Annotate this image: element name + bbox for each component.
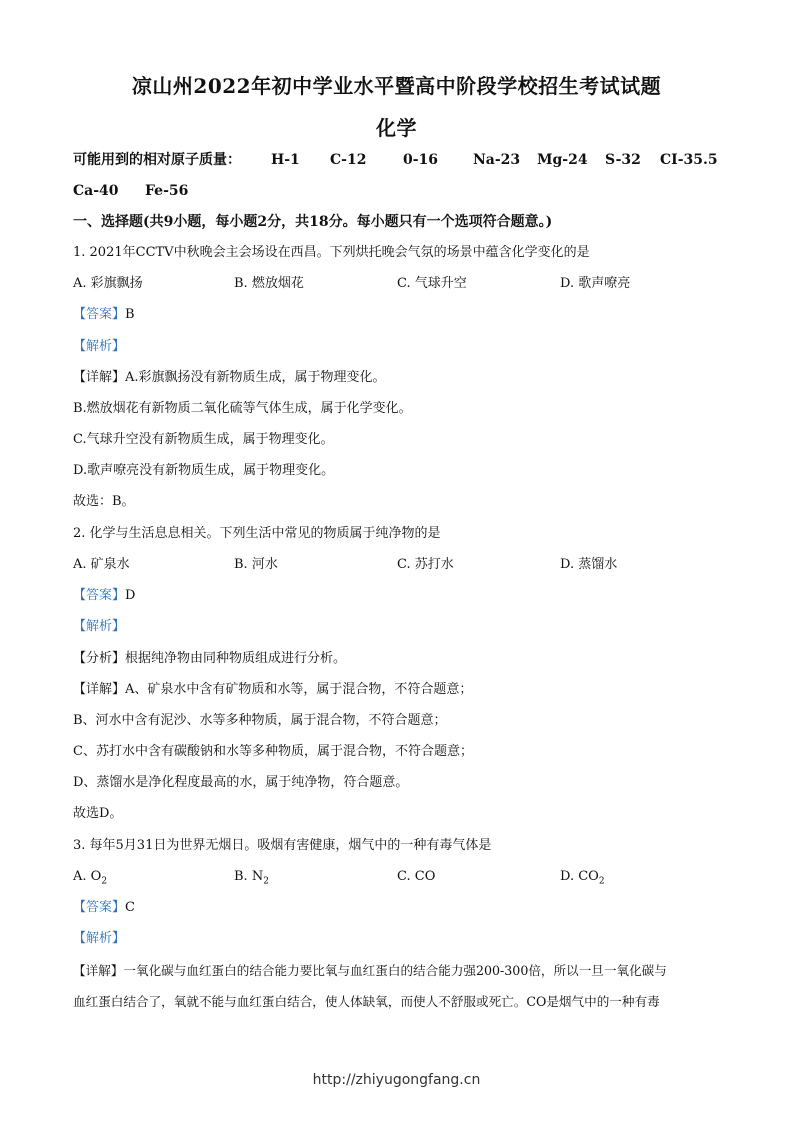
answer-tag: 【答案】 [73, 307, 126, 322]
atomic-masses-row-2 [73, 182, 723, 201]
exam-title: 凉山州2022年初中学业水平暨高中阶段学校招生考试试题 [131, 74, 662, 98]
q1-detail-text-1: A.彩旗飘扬没有新物质生成，属于物理变化。 [125, 370, 386, 385]
mass-mg: Mg-24 [537, 152, 588, 168]
detail-tag: 【详解】 [73, 370, 126, 385]
q2-fenxi-text: 根据纯净物由同种物质组成进行分析。 [125, 651, 347, 666]
q2-detail-3: C、苏打水中含有碳酸钠和水等多种物质，属于混合物，不符合题意； [73, 744, 473, 759]
q2-conclusion: 故选D。 [73, 806, 123, 821]
q1-detail-3: C.气球升空没有新物质生成，属于物理变化。 [73, 432, 334, 447]
section-heading: 一、选择题(共9小题，每小题2分，共18分。每小题只有一个选项符合题意。) [73, 214, 553, 230]
answer-tag: 【答案】 [73, 900, 126, 915]
mass-fe: Fe-56 [145, 183, 189, 199]
q3-detail-text-1: 一氧化碳与血红蛋白的结合能力要比氧与血红蛋白的结合能力强200-300倍，所以一旦一氧化碳与 [123, 963, 667, 978]
q3-option-a-sub: 2 [101, 876, 108, 887]
q3-detail-1 [73, 962, 723, 980]
subject-title: 化学 [376, 116, 417, 140]
q2-analysis [73, 618, 723, 636]
q3-stem: 3. 每年5月31日为世界无烟日。吸烟有害健康，烟气中的一种有毒气体是 [73, 838, 492, 853]
q1-analysis [73, 338, 723, 356]
q3-option-b-sub: 2 [263, 876, 269, 887]
q1-detail-1 [73, 369, 723, 387]
q1-option-b: B. 燃放烟花 [234, 276, 304, 291]
mass-s: S-32 [605, 152, 641, 168]
q2-detail-text-1: A、矿泉水中含有矿物质和水等，属于混合物，不符合题意； [125, 682, 473, 697]
detail-tag: 【详解】 [73, 963, 124, 978]
q2-fenxi [73, 650, 723, 668]
q2-option-c: C. 苏打水 [397, 557, 454, 572]
masses-label: 可能用到的相对原子质量： [73, 152, 241, 168]
q1-conclusion: 故选：B。 [73, 494, 135, 509]
q3-option-d-sub: 2 [598, 876, 605, 887]
mass-c: C-12 [330, 152, 367, 168]
q2-answer-value: D [125, 588, 136, 603]
q2-stem: 2. 化学与生活息息相关。下列生活中常见的物质属于纯净物的是 [73, 526, 441, 541]
q1-detail-4: D.歌声嘹亮没有新物质生成，属于物理变化。 [73, 463, 335, 478]
mass-ca: Ca-40 [73, 183, 119, 199]
q2-option-b: B. 河水 [234, 557, 278, 572]
q3-analysis [73, 930, 723, 948]
q3-answer [73, 899, 723, 917]
mass-na: Na-23 [473, 152, 521, 168]
q3-option-b [234, 868, 269, 891]
q3-answer-value: C [125, 900, 135, 915]
footer-url: http://zhiyugongfang.cn [312, 1072, 481, 1088]
answer-tag: 【答案】 [73, 588, 126, 603]
q3-option-b-text: B. N [234, 869, 264, 884]
q3-option-d-text: D. CO [560, 869, 599, 884]
q3-detail-2: 血红蛋白结合了，氧就不能与血红蛋白结合，使人体缺氧，而使人不舒服或死亡。CO是烟气中的一种有毒 [73, 994, 660, 1009]
q1-option-a: A. 彩旗飘扬 [73, 276, 143, 291]
q3-option-d [560, 868, 605, 891]
q1-option-c: C. 气球升空 [397, 276, 467, 291]
mass-cl: CI-35.5 [660, 152, 718, 168]
fenxi-tag: 【分析】 [73, 651, 126, 666]
q1-answer [73, 306, 723, 324]
analysis-tag: 【解析】 [73, 931, 126, 946]
mass-o: 0-16 [403, 152, 439, 168]
q2-answer [73, 587, 723, 605]
q1-option-d: D. 歌声嘹亮 [560, 276, 631, 291]
q1-detail-2: B.燃放烟花有新物质二氧化硫等气体生成，属于化学变化。 [73, 401, 412, 416]
q1-stem: 1. 2021年CCTV中秋晚会主会场设在西昌。下列烘托晚会气氛的场景中蕴含化学变化的是 [73, 245, 590, 260]
q2-detail-4: D、蒸馏水是净化程度最高的水，属于纯净物，符合题意。 [73, 775, 409, 790]
q1-answer-value: B [125, 307, 135, 322]
q3-option-c-text: C. CO [397, 869, 436, 884]
atomic-masses-row-1 [73, 151, 723, 170]
analysis-tag: 【解析】 [73, 619, 126, 634]
q3-option-a-text: A. O [73, 869, 102, 884]
q2-detail-1 [73, 681, 723, 699]
q3-option-c [397, 868, 435, 886]
q2-option-d: D. 蒸馏水 [560, 557, 618, 572]
q2-option-a: A. 矿泉水 [73, 557, 130, 572]
detail-tag: 【详解】 [73, 682, 126, 697]
mass-h: H-1 [271, 152, 300, 168]
analysis-tag: 【解析】 [73, 339, 126, 354]
q2-detail-2: B、河水中含有泥沙、水等多种物质，属于混合物，不符合题意； [73, 713, 447, 728]
q3-option-a [73, 868, 107, 891]
